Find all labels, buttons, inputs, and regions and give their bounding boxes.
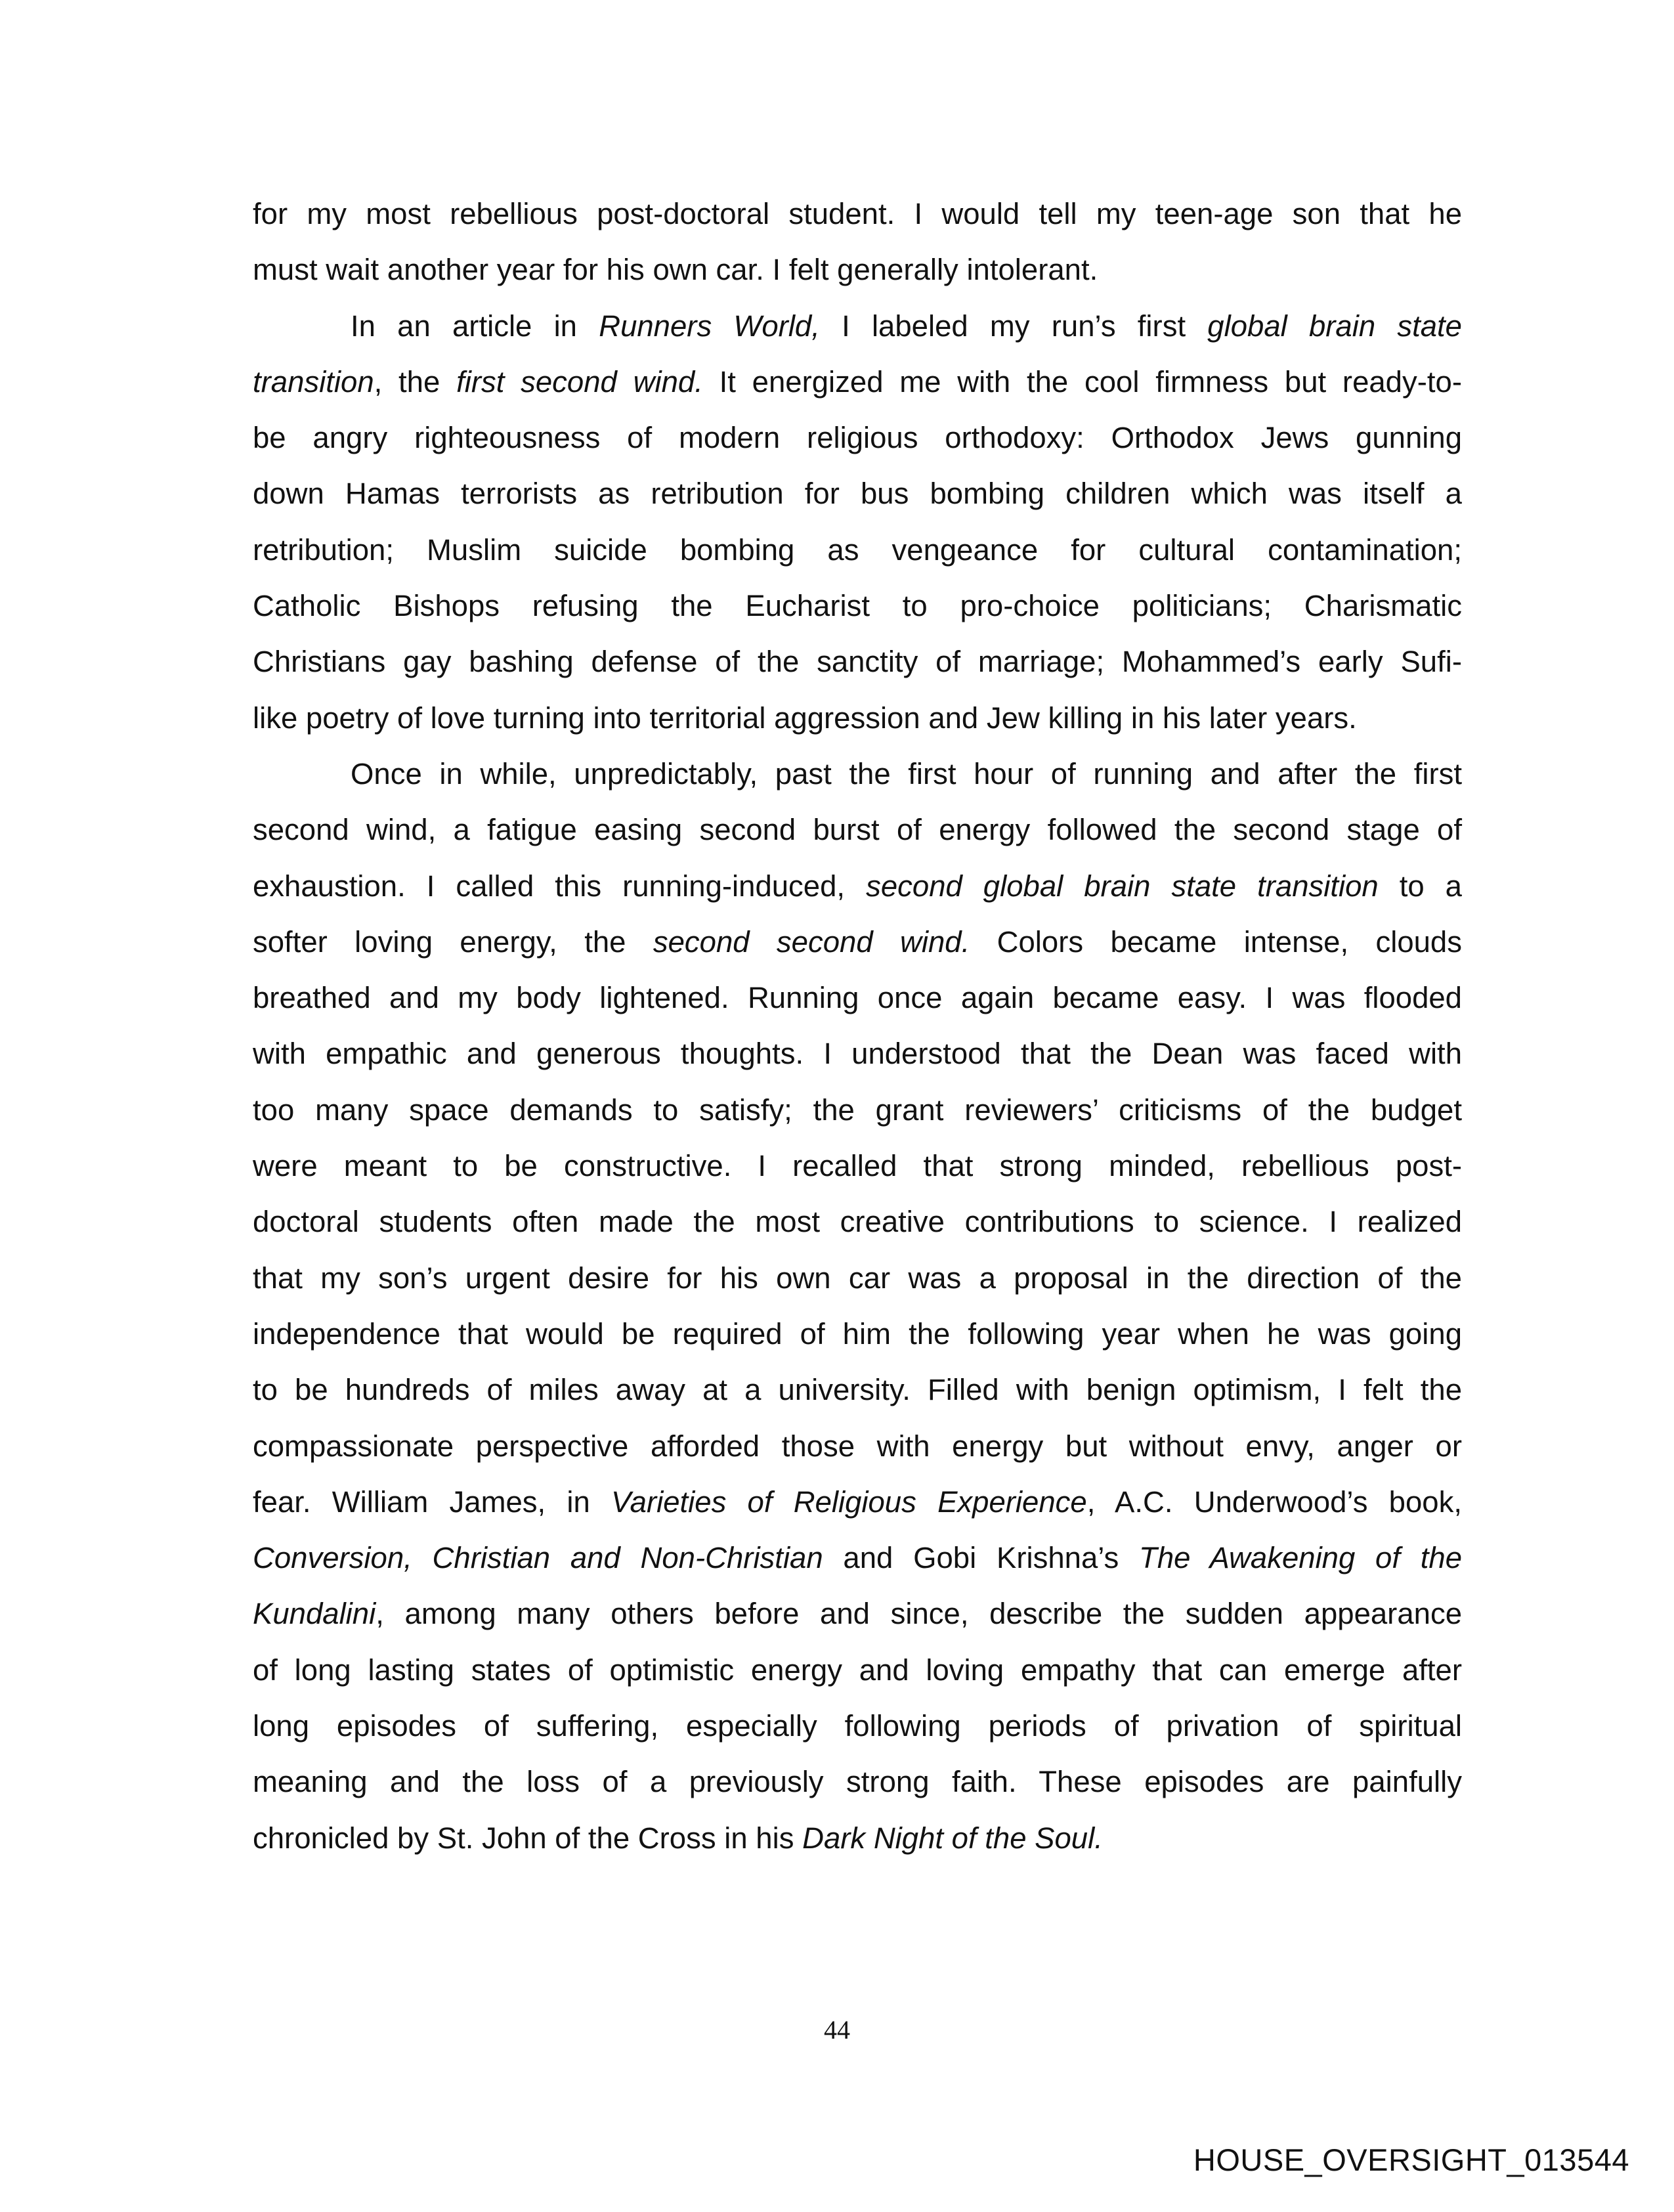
text-segment: breathed and my body lightened. Running once again became easy. I was flooded: [253, 981, 1462, 1015]
text-segment: softer loving energy, the: [253, 924, 653, 959]
paragraph: [253, 186, 1462, 298]
text-segment: It energized me with the cool firmness but ready-to-: [702, 364, 1462, 399]
text-line: [253, 466, 1462, 521]
text-segment: too many space demands to satisfy; the grant reviewers’ criticisms of the budget: [253, 1093, 1462, 1127]
text-segment: second wind, a fatigue easing second burst of energy followed the second stage of: [253, 813, 1462, 847]
text-line: [253, 746, 1462, 802]
text-line: [253, 1754, 1462, 1810]
text-segment: that my son’s urgent desire for his own car was a proposal in the direction of the: [253, 1261, 1462, 1295]
italic-text: Kundalini: [253, 1597, 376, 1631]
text-segment: like poetry of love turning into territorial aggression and Jew killing in his later years.: [253, 701, 1357, 735]
text-line: [253, 914, 1462, 970]
text-segment: fear. William James, in: [253, 1485, 612, 1519]
text-line: [253, 410, 1462, 466]
text-segment: down Hamas terrorists as retribution for bus bombing children which was itself a: [253, 477, 1462, 511]
text-line: [253, 858, 1462, 914]
text-line: [253, 1474, 1462, 1530]
text-segment: , among many others before and since, describe the sudden appearance: [376, 1597, 1462, 1631]
text-segment: Christians gay bashing defense of the sanctity of marriage; Mohammed’s early Sufi-: [253, 645, 1462, 679]
text-segment: be angry righteousness of modern religious orthodoxy: Orthodox Jews gunning: [253, 421, 1462, 455]
text-segment: for my most rebellious post-doctoral student. I would tell my teen-age son that he: [253, 197, 1462, 230]
text-segment: Catholic Bishops refusing the Eucharist to pro-choice politicians; Charismatic: [253, 589, 1462, 623]
text-line: [253, 802, 1462, 857]
text-line: [253, 1082, 1462, 1138]
italic-text: Dark Night of the Soul.: [802, 1821, 1103, 1855]
text-segment: , the: [374, 364, 457, 399]
text-segment: doctoral students often made the most creative contributions to science. I realized: [253, 1205, 1462, 1239]
text-segment: Colors became intense, clouds: [970, 924, 1462, 959]
text-line: [253, 578, 1462, 634]
text-line: [253, 1250, 1462, 1306]
text-line: [253, 1530, 1462, 1586]
text-line: [253, 1362, 1462, 1418]
text-line: [253, 298, 1462, 354]
italic-text: Varieties of Religious Experience: [611, 1485, 1087, 1519]
text-line: [253, 1138, 1462, 1194]
text-line: [253, 1306, 1462, 1362]
text-segment: must wait another year for his own car. I felt generally intolerant.: [253, 253, 1098, 287]
text-line: [253, 1698, 1462, 1754]
text-segment: to a: [1378, 869, 1462, 903]
text-segment: independence that would be required of him the following year when he was going: [253, 1316, 1462, 1351]
text-line: [253, 1194, 1462, 1249]
text-segment: long episodes of suffering, especially following periods of privation of spiritual: [253, 1709, 1462, 1743]
text-line: [253, 1586, 1462, 1641]
text-segment: and Gobi Krishna’s: [823, 1541, 1140, 1575]
italic-text: global brain state: [1207, 309, 1462, 343]
text-segment: chronicled by St. John of the Cross in his: [253, 1821, 803, 1855]
text-line: [253, 242, 1462, 297]
text-segment: Once in while, unpredictably, past the first hour of running and after the first: [351, 756, 1462, 791]
italic-text: The Awakening of the: [1139, 1541, 1463, 1575]
text-segment: retribution; Muslim suicide bombing as vengeance for cultural contamination;: [253, 532, 1462, 567]
italic-text: Conversion, Christian and Non-Christian: [253, 1541, 823, 1575]
text-line: [253, 186, 1462, 242]
text-line: [253, 522, 1462, 578]
text-segment: of long lasting states of optimistic energy and loving empathy that can emerge after: [253, 1653, 1462, 1687]
bates-stamp: HOUSE_OVERSIGHT_013544: [1193, 2142, 1629, 2177]
italic-text: second second wind.: [653, 924, 970, 959]
text-segment: In an article in: [351, 309, 599, 343]
text-segment: I labeled my run’s first: [819, 309, 1208, 343]
text-segment: compassionate perspective afforded those with energy but without envy, anger or: [253, 1429, 1462, 1463]
paragraph: [253, 746, 1462, 1866]
text-segment: were meant to be constructive. I recalled that strong minded, rebellious post-: [253, 1149, 1462, 1183]
paragraph: [253, 298, 1462, 746]
text-line: [253, 690, 1462, 746]
text-line: [253, 1810, 1462, 1866]
text-segment: exhaustion. I called this running-induced,: [253, 869, 867, 903]
text-segment: with empathic and generous thoughts. I understood that the Dean was faced with: [253, 1037, 1462, 1071]
text-line: [253, 1418, 1462, 1474]
text-line: [253, 970, 1462, 1026]
text-line: [253, 634, 1462, 689]
body-text: [253, 186, 1462, 1866]
text-segment: to be hundreds of miles away at a university. Filled with benign optimism, I felt the: [253, 1373, 1462, 1407]
italic-text: transition: [253, 364, 374, 399]
italic-text: Runners World,: [599, 309, 820, 343]
italic-text: first second wind.: [456, 364, 703, 399]
text-segment: , A.C. Underwood’s book,: [1086, 1485, 1462, 1519]
text-line: [253, 1026, 1462, 1081]
text-line: [253, 354, 1462, 410]
text-line: [253, 1642, 1462, 1698]
text-segment: meaning and the loss of a previously strong faith. These episodes are painfully: [253, 1765, 1462, 1799]
italic-text: second global brain state transition: [866, 869, 1379, 903]
page-number: 44: [824, 2015, 850, 2045]
